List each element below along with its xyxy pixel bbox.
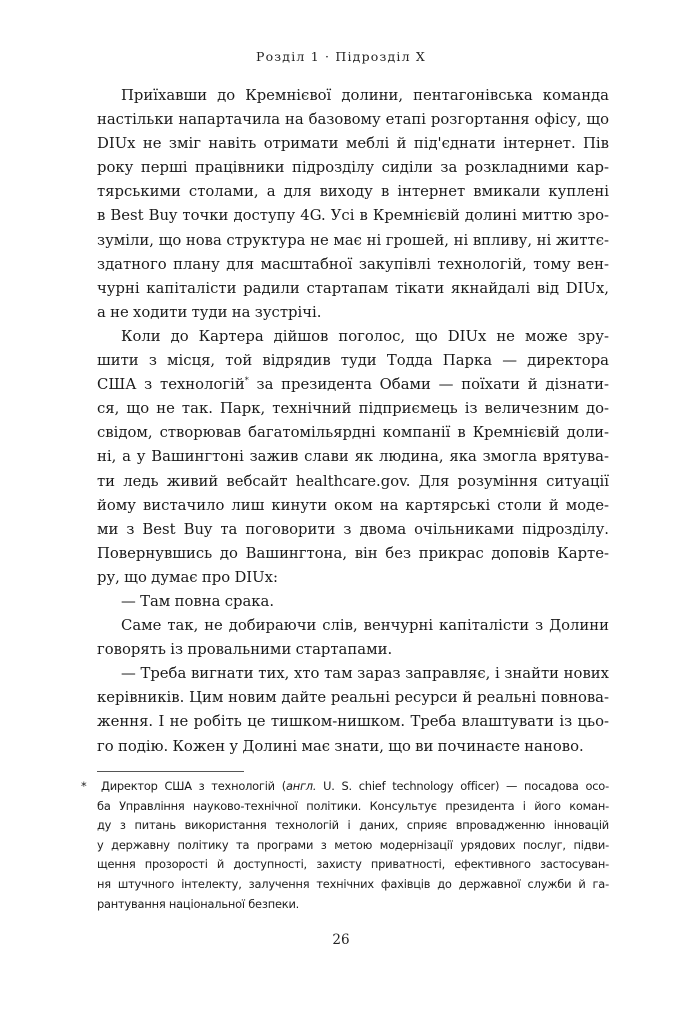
- footnote-line: у державну політику та програми з метою модернізації урядових послуг, підви-: [97, 837, 609, 852]
- text-segment: U. S. chief technology officer) — посадова осо-: [316, 779, 609, 793]
- footnote-line: ба Управління науково-технічної політики. Консультує президента і його коман-: [97, 798, 609, 813]
- footnote-line: щення прозорості й доступності, захисту приватності, ефективного застосуван-: [97, 857, 609, 872]
- text-line: зуміли, що нова структура не має ні грошей, ні впливу, ні життє-: [97, 231, 609, 249]
- text-line: настільки напартачила на базовому етапі розгортання офісу, що: [97, 111, 609, 129]
- dialogue-line: — Там повна срака.: [121, 592, 275, 610]
- text-line: говорять із провальними стартапами.: [97, 641, 393, 659]
- text-line: ся, що не так. Парк, технічний підприємець із величезним до-: [97, 400, 609, 418]
- footnote-line: ня штучного інтелекту, залучення технічних фахівців до державної служби й га-: [97, 876, 609, 891]
- text-line: шити з місця, той відрядив туди Тодда Парка — директора: [97, 352, 609, 370]
- text-line: здатного плану для масштабної закупівлі технологій, тому вен-: [97, 255, 609, 273]
- text-line: Повернувшись до Вашингтона, він без прикрас доповів Карте-: [97, 544, 609, 562]
- text-segment: США з технологій: [97, 376, 245, 394]
- footnote-marker: *: [81, 779, 87, 793]
- text-line: чурні капіталісти радили стартапам тікати якнайдалі від DIUx,: [97, 279, 609, 297]
- text-line: року перші працівники підрозділу сиділи за розкладними кар-: [97, 159, 609, 177]
- footnote-line: ду з питань використання технологій і даних, сприяє впровадженню інновацій: [97, 818, 609, 833]
- text-line: го подію. Кожен у Долині має знати, що ви починаєте наново.: [97, 737, 584, 755]
- main-text: [97, 84, 609, 759]
- footnote: [81, 777, 609, 914]
- text-segment: за президента Обами — поїхати й дізнати-: [248, 376, 609, 394]
- text-line: ні, а у Вашингтоні зажив слави як людина, яка змогла врятува-: [97, 448, 609, 466]
- footnote-reference[interactable]: *: [244, 376, 249, 386]
- text-line: керівників. Цим новим дайте реальні ресурси й реальні повнова-: [97, 689, 609, 707]
- running-head: Розділ 1 · Підрозділ Х: [255, 49, 427, 64]
- text-line: ти ледь живий вебсайт healthcare.gov. Для розуміння ситуації: [97, 472, 609, 490]
- footnote-line: рантування національної безпеки.: [97, 896, 300, 911]
- text-line: свідом, створював багатомільярдні компанії в Кремнієвій доли-: [97, 424, 609, 442]
- text-segment: Директор США з технологій (: [101, 779, 286, 793]
- text-line: DIUx не зміг навіть отримати меблі й під'єднати інтернет. Пів: [97, 135, 609, 153]
- text-line: тярськими столами, а для виходу в інтернет вмикали куплені: [97, 183, 609, 201]
- text-line: а не ходити туди на зустрічі.: [97, 303, 322, 321]
- footnote-line: [97, 777, 609, 797]
- page-number: 26: [332, 932, 350, 948]
- text-line: ру, що думає про DIUx:: [97, 568, 278, 586]
- text-line: Коли до Картера дійшов поголос, що DIUx не може зру-: [121, 327, 609, 345]
- text-line: йому вистачило лиш кинути оком на картярські столи й моде-: [97, 496, 609, 514]
- dialogue-line: — Треба вигнати тих, хто там зараз заправляє, і знайти нових: [121, 665, 609, 683]
- text-line: ження. І не робіть це тишком-нишком. Треба влаштувати із цьо-: [97, 713, 609, 731]
- text-line: ми з Best Buy та поговорити з двома очільниками підрозділу.: [97, 520, 609, 538]
- text-segment-italic: англ.: [285, 779, 317, 793]
- text-line: [97, 373, 609, 397]
- text-line: Саме так, не добираючи слів, венчурні капіталісти з Долини: [121, 617, 609, 635]
- text-line: Приїхавши до Кремнієвої долини, пентагонівська команда: [121, 87, 609, 104]
- footnote-divider: [97, 771, 244, 772]
- text-line: в Best Buy точки доступу 4G. Усі в Кремнієвій долині миттю зро-: [97, 207, 609, 225]
